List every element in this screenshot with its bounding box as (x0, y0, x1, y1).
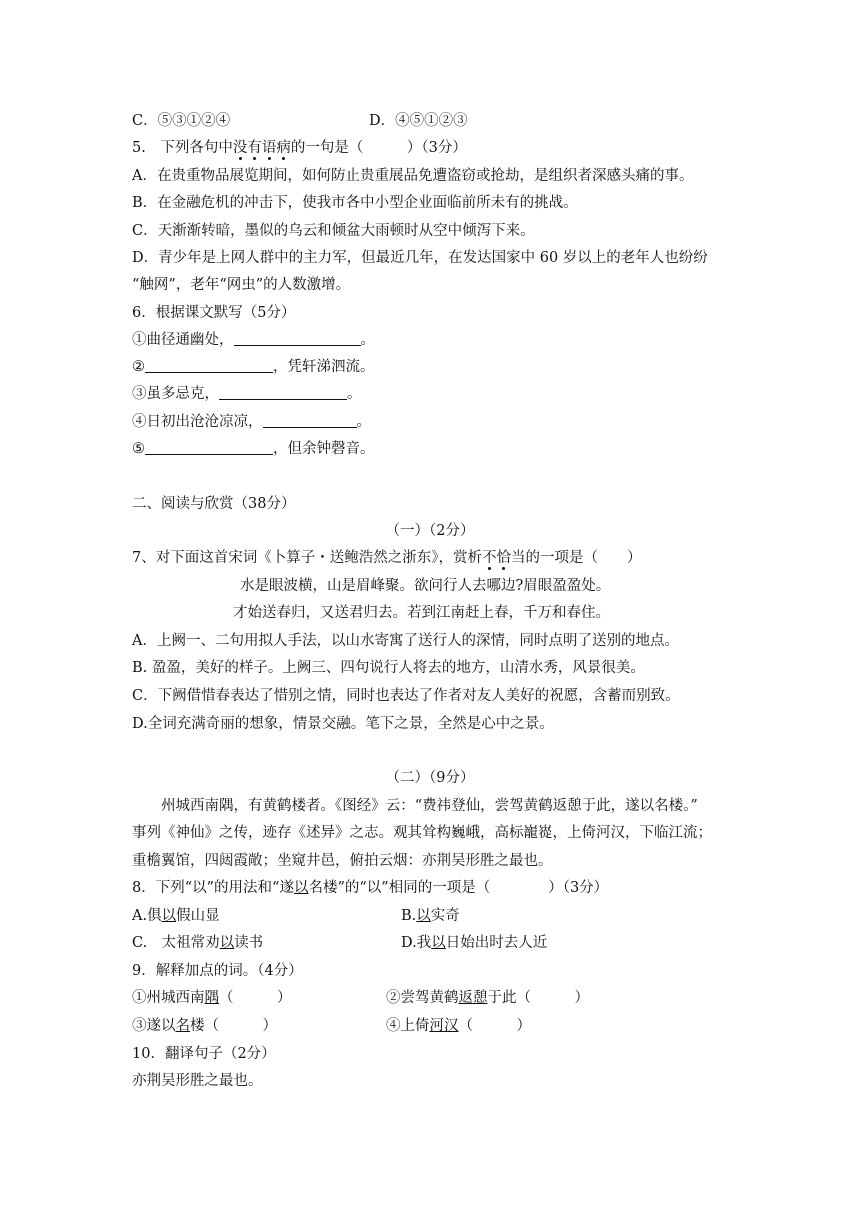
q5-prefix: 5. 下列各句中 (132, 140, 233, 156)
q8-prefix: 8．下列“以”的用法和“遂 (132, 880, 294, 896)
q8-option-c-text: C. 太祖常劝 (132, 935, 220, 951)
fill-blank[interactable] (234, 331, 361, 346)
poem-line-2: 才始送春归，又送君归去。若到江南赶上春，千万和春住。 (233, 605, 610, 621)
q6-line-5-num: ⑤ (132, 441, 145, 457)
q5-option-c: C．天渐渐转暗，墨似的乌云和倾盆大雨顿时从空中倾泻下来。 (132, 223, 535, 239)
q8-option-a-rest: 假山显 (176, 908, 220, 924)
q5-dotted-char: 没 (232, 140, 248, 156)
q8-option-a-text: A.俱 (132, 908, 162, 924)
q9-item-1-word: 隅 (204, 990, 219, 1006)
q6-line-1-end: 。 (360, 332, 375, 348)
fill-blank[interactable] (145, 440, 273, 455)
q6-line-3 (132, 384, 362, 404)
q6-line-2-num: ② (132, 359, 145, 375)
passage-line-3: 重檐翼馆，四闼霞敞；坐窥井邑，俯拍云烟：亦荆吴形胜之最也。 (132, 853, 553, 869)
q6-line-5 (132, 439, 375, 459)
q8-option-d-rest: 日始出时去人近 (445, 935, 548, 951)
section-2-heading: 二、阅读与欣赏（38分） (132, 496, 296, 512)
q5-option-b: B．在金融危机的冲击下，使我市各中小型企业面临前所未有的挑战。 (132, 195, 578, 211)
passage-line-1: 州城西南隅，有黄鹤楼者。《图经》云：“费祎登仙，尝驾黄鹤返憩于此，遂以名楼。” (161, 798, 698, 814)
q8-option-c (132, 933, 263, 953)
q8-option-d (401, 933, 547, 953)
q7-option-d: D.全词充满奇丽的想象，情景交融。笔下之景，全然是心中之景。 (132, 716, 554, 732)
q10-title: 10．翻译句子（2分） (132, 1046, 276, 1062)
q9-item-4-text: ④上倚 (386, 1018, 430, 1034)
q5-dotted-char: 病 (276, 140, 291, 156)
q10-sentence: 亦荆吴形胜之最也。 (132, 1073, 263, 1089)
q6-line-1-text: ①曲径通幽处， (132, 332, 234, 348)
q8-option-d-text: D.我 (401, 935, 432, 951)
q7-option-c: C．下阙借惜春表达了惜别之情，同时也表达了作者对友人美好的祝愿，含蓄而别致。 (132, 688, 680, 704)
q5-option-d: D．青少年是上网人群中的主力军，但最近几年，在发达国家中 60 岁以上的老年人也纷纷 (132, 250, 708, 266)
q9-item-2-blank: 于此（ ） (487, 990, 589, 1006)
poem-line-1: 水是眼波横，山是眉峰聚。欲问行人去哪边?眉眼盈盈处。 (240, 578, 611, 594)
q8-option-b-rest: 实奇 (430, 908, 460, 924)
fill-blank[interactable] (263, 413, 357, 428)
q9-item-2-text: ②尝驾黄鹤 (386, 990, 459, 1006)
q5-dotted-char: 有 (247, 140, 262, 156)
q9-item-2 (386, 988, 589, 1008)
q6-line-4-end: 。 (356, 414, 371, 430)
q8-option-a-underlined: 以 (161, 908, 177, 924)
part-1-title: （一）（2分） (385, 523, 475, 539)
q9-item-3-word: 名 (175, 1018, 190, 1034)
q6-line-3-end: 。 (347, 386, 362, 402)
q7-prefix: 7、对下面这首宋词《卜算子・送鲍浩然之浙东》，赏析 (132, 550, 482, 566)
q9-item-1-blank: （ ） (219, 990, 292, 1006)
q5-question (132, 138, 467, 158)
q8-question (132, 878, 608, 898)
q9-item-1-text: ①州城西南 (132, 990, 205, 1006)
q9-title: 9．解释加点的词。（4分） (132, 963, 303, 979)
passage-line-2: 事列《神仙》之传，迹存《述异》之志。观其耸构巍峨，高标巃嵸，上倚河汉，下临江流； (132, 825, 712, 841)
q6-line-2-text: ，凭轩涕泗流。 (273, 359, 375, 375)
q5-suffix: 的一句是（ ）（3分） (290, 140, 467, 156)
q6-line-4-text: ④日初出沧沧凉凉， (132, 414, 263, 430)
q7-dotted-char: 不 (481, 550, 497, 566)
q8-suffix: 名楼”的“以”相同的一项是（ ）（3分） (308, 880, 609, 896)
q4-option-d: D．④⑤①②③ (369, 113, 468, 129)
q7-option-b: B. 盈盈，美好的样子。上阙三、四句说行人将去的地方，山清水秀，风景很美。 (132, 660, 645, 676)
q8-option-c-underlined: 以 (219, 935, 235, 951)
q6-line-2 (132, 357, 375, 377)
q9-item-2-word: 返憩 (458, 990, 488, 1006)
q7-dotted-char: 恰 (496, 550, 511, 566)
q8-option-c-rest: 读书 (234, 935, 264, 951)
q9-item-4 (386, 1016, 531, 1036)
q5-option-d-continued: “触网”，老年“网虫”的人数激增。 (132, 277, 351, 293)
q7-suffix: 当的一项是（ ） (510, 550, 642, 566)
q7-option-a: A．上阙一、二句用拟人手法，以山水寄寓了送行人的深情，同时点明了送别的地点。 (132, 633, 679, 649)
q8-option-d-underlined: 以 (431, 935, 446, 951)
q6-title: 6．根据课文默写（5分） (132, 305, 296, 321)
q5-dotted-char: 语 (261, 140, 277, 156)
q4-option-c: C．⑤③①②④ (132, 113, 231, 129)
q8-option-b (401, 906, 460, 926)
q9-item-4-word: 河汉 (429, 1018, 459, 1034)
q8-underlined-char: 以 (293, 880, 309, 896)
q6-line-5-text: ，但余钟磬音。 (273, 441, 375, 457)
q6-line-3-text: ③虽多忌克， (132, 386, 219, 402)
q7-question (132, 548, 641, 568)
fill-blank[interactable] (219, 385, 347, 400)
q9-item-4-blank: （ ） (458, 1018, 531, 1034)
q8-option-b-text: B. (401, 908, 417, 924)
fill-blank[interactable] (145, 358, 273, 373)
q9-item-3-blank: 楼（ ） (190, 1018, 277, 1034)
q9-item-3 (132, 1016, 277, 1036)
q8-option-b-underlined: 以 (416, 908, 431, 924)
q6-line-1 (132, 330, 375, 350)
part-2-title: （二）（9分） (385, 770, 475, 786)
q5-option-a: A．在贵重物品展览期间，如何防止贵重展品免遭盗窃或抢劫，是组织者深感头痛的事。 (132, 168, 694, 184)
q9-item-3-text: ③遂以 (132, 1018, 176, 1034)
q9-item-1 (132, 988, 292, 1008)
q8-option-a (132, 906, 220, 926)
q6-line-4 (132, 412, 371, 432)
